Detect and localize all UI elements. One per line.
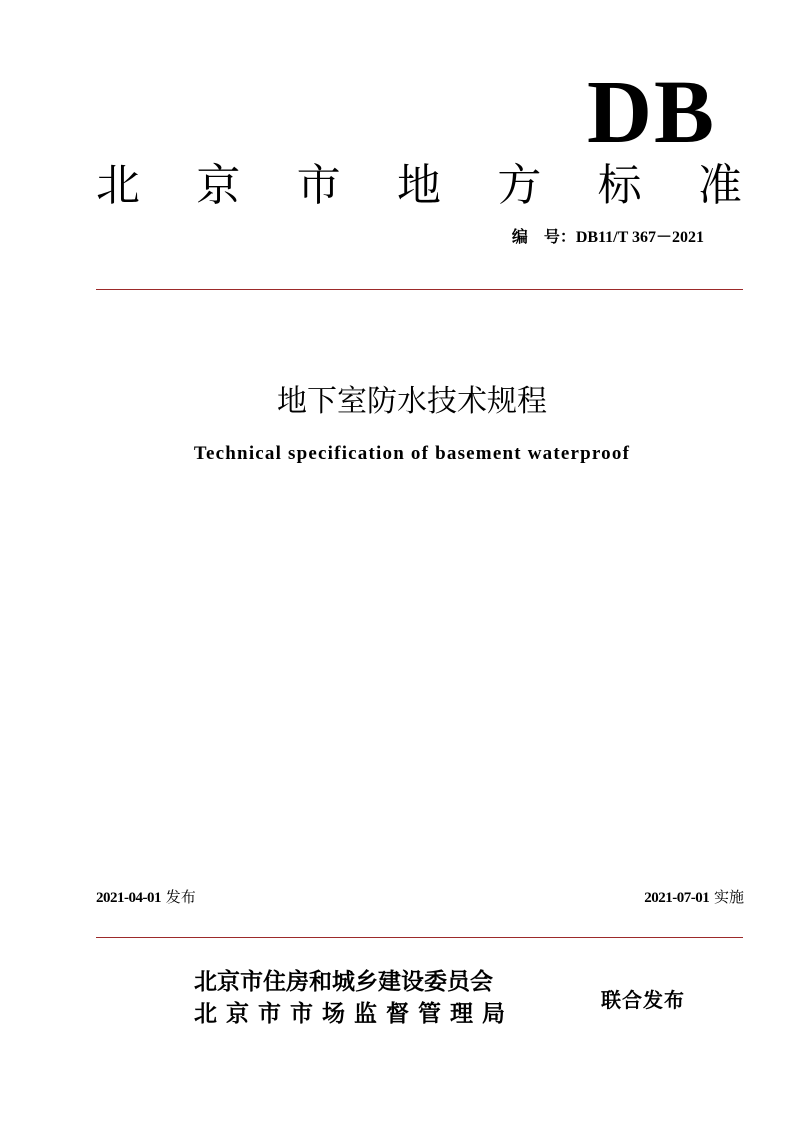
standard-type-char: 方 — [497, 160, 542, 211]
standard-type-heading — [96, 160, 742, 213]
issue-date-line — [96, 886, 196, 909]
top-divider — [96, 289, 743, 290]
standard-number: 编 号：DB11/T 367－2021 — [511, 229, 704, 246]
document-title-chinese: 地下室防水技术规程 — [277, 384, 547, 419]
standard-type-char: 市 — [296, 160, 341, 211]
db-mark: DB — [586, 63, 716, 162]
standard-type-char: 标 — [597, 160, 642, 211]
standard-type-char: 地 — [396, 160, 441, 211]
implement-date: 2021-07-01 — [644, 890, 710, 906]
implement-date-line — [644, 886, 744, 909]
issuer-market-regulation: 北京市市场监督管理局 — [194, 1001, 514, 1027]
issuing-authorities — [194, 966, 514, 1030]
joint-issue-label: 联合发布 — [601, 988, 685, 1012]
standard-type-char: 北 — [96, 160, 140, 211]
issue-label: 发布 — [165, 888, 196, 906]
implement-label: 实施 — [713, 888, 744, 906]
standard-type-char: 京 — [196, 160, 241, 211]
document-title-english: Technical specification of basement waterproof — [193, 443, 631, 464]
issue-date: 2021-04-01 — [96, 890, 161, 906]
standard-type-char: 准 — [697, 160, 742, 211]
bottom-divider — [96, 937, 743, 938]
issuer-housing-commission: 北京市住房和城乡建设委员会 — [194, 969, 493, 995]
